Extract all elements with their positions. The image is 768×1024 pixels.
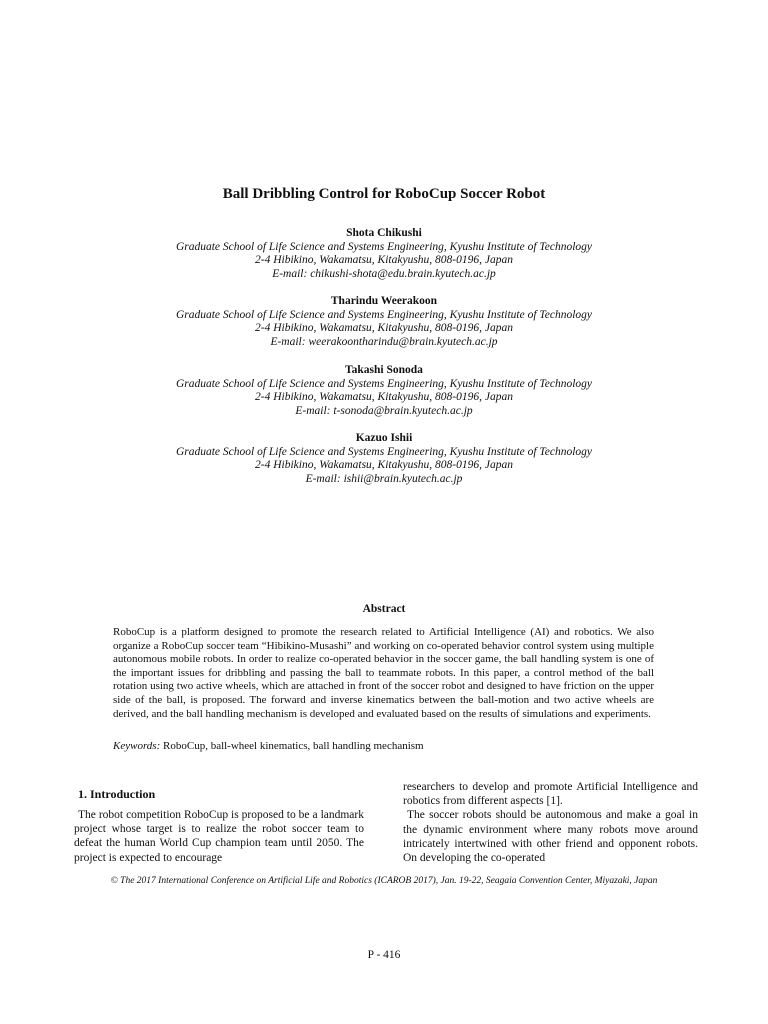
author-address: 2-4 Hibikino, Wakamatsu, Kitakyushu, 808-0196, Japan bbox=[255, 391, 513, 404]
conference-footer: © The 2017 International Conference on Artificial Life and Robotics (ICAROB 2017), Jan. 19-22, Seagaia Convention Center, Miyazaki, Japan bbox=[110, 876, 658, 886]
author-block bbox=[0, 364, 768, 418]
abstract-body: RoboCup is a platform designed to promote the research related to Artificial Intelligence (AI) and robotics. We also organize a RoboCup soccer team “Hibikino-Musashi” and working on co-operated behavior control system using multiple autonomous mobile robots. In order to realize co-operated behavior in the soccer game, the ball handling system is one of the important issues for dribbling and passing the ball to teammate robots. In this paper, a control method of the ball rotation using two active wheels, which are attached in front of the soccer robot and designed to have friction on the upper side of the ball, is proposed. The forward and inverse kinematics between the ball-motion and two active wheels are derived, and the ball handling mechanism is developed and evaluated based on the results of simulations and experiments. bbox=[113, 626, 654, 720]
author-address: 2-4 Hibikino, Wakamatsu, Kitakyushu, 808-0196, Japan bbox=[255, 322, 513, 335]
author-email: E-mail: ishii@brain.kyutech.ac.jp bbox=[305, 472, 463, 485]
author-address: 2-4 Hibikino, Wakamatsu, Kitakyushu, 808-0196, Japan bbox=[255, 254, 513, 267]
author-address: 2-4 Hibikino, Wakamatsu, Kitakyushu, 808-0196, Japan bbox=[255, 459, 513, 472]
paragraph: researchers to develop and promote Artificial Intelligence and robotics from different aspects [1]. bbox=[403, 781, 698, 808]
author-email: E-mail: t-sonoda@brain.kyutech.ac.jp bbox=[295, 404, 473, 417]
keywords-label: Keywords: bbox=[113, 740, 161, 752]
author-name: Tharindu Weerakoon bbox=[330, 295, 438, 307]
author-name: Kazuo Ishii bbox=[355, 432, 413, 444]
page-number: P - 416 bbox=[367, 949, 401, 961]
author-affiliation: Graduate School of Life Science and Systems Engineering, Kyushu Institute of Technology bbox=[175, 377, 593, 390]
author-affiliation: Graduate School of Life Science and Systems Engineering, Kyushu Institute of Technology bbox=[175, 308, 593, 321]
paper-title: Ball Dribbling Control for RoboCup Soccer Robot bbox=[222, 186, 546, 202]
keywords bbox=[113, 739, 654, 753]
right-column bbox=[403, 780, 698, 865]
abstract-heading: Abstract bbox=[362, 603, 406, 615]
author-affiliation: Graduate School of Life Science and Systems Engineering, Kyushu Institute of Technology bbox=[175, 445, 593, 458]
left-column bbox=[74, 808, 364, 865]
section-heading: 1. Introduction bbox=[78, 787, 156, 801]
author-name: Takashi Sonoda bbox=[345, 364, 423, 376]
keywords-list: RoboCup, ball-wheel kinematics, ball handling mechanism bbox=[160, 740, 424, 752]
author-name: Shota Chikushi bbox=[346, 227, 422, 239]
author-affiliation: Graduate School of Life Science and Systems Engineering, Kyushu Institute of Technology bbox=[175, 240, 593, 253]
author-email: E-mail: chikushi-shota@edu.brain.kyutech.ac.jp bbox=[272, 267, 496, 280]
paragraph: The soccer robots should be autonomous and make a goal in the dynamic environment where many robots move around intricately intertwined with other friend and opponent robots. On developing the co-operated bbox=[403, 809, 698, 865]
author-block bbox=[0, 432, 768, 486]
author-block bbox=[0, 227, 768, 281]
paragraph: The robot competition RoboCup is proposed to be a landmark project whose target is to realize the robot soccer team to defeat the human World Cup champion team until 2050. The project is expected to encourage bbox=[74, 809, 364, 864]
author-email: E-mail: weerakoontharindu@brain.kyutech.ac.jp bbox=[270, 335, 498, 348]
author-block bbox=[0, 295, 768, 349]
